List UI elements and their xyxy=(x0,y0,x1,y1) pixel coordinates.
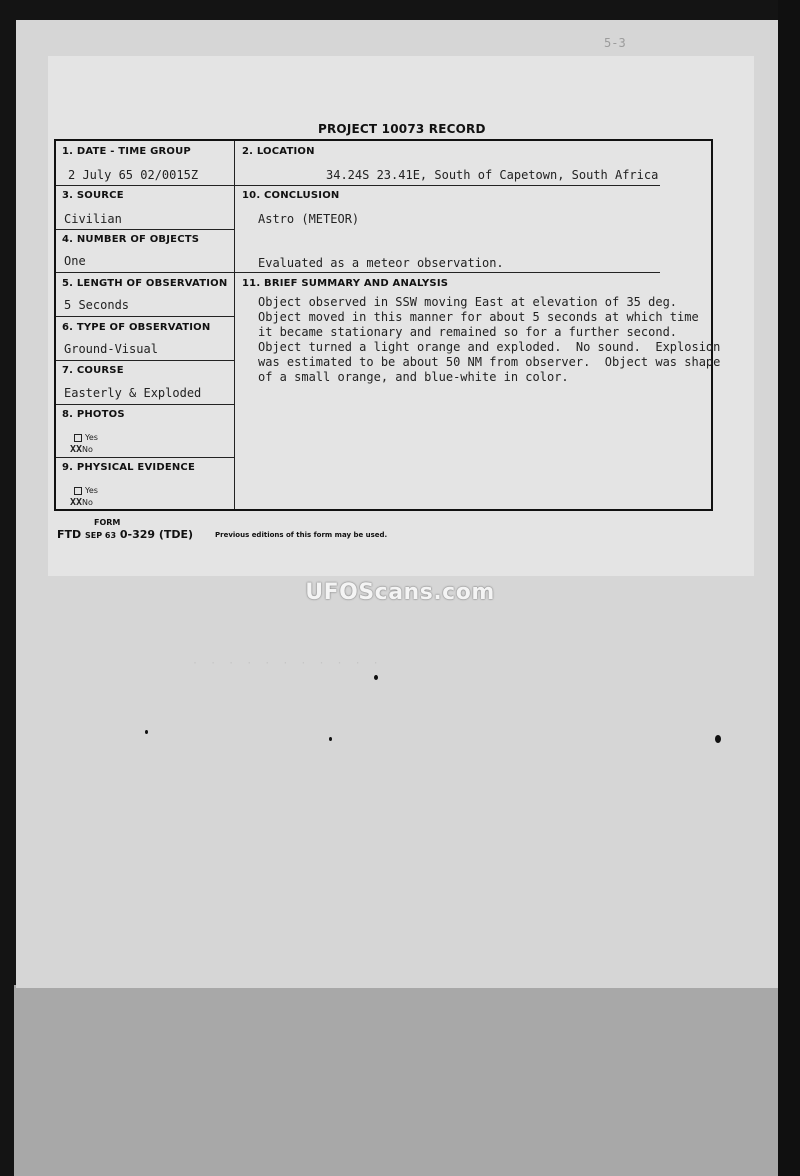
photos-yes-option xyxy=(74,433,98,442)
footer-form-id xyxy=(57,528,193,541)
course-value: Easterly & Exploded xyxy=(64,386,202,400)
summary-text xyxy=(258,295,728,385)
conclusion-value: Astro (METEOR) xyxy=(258,212,360,226)
physical-evidence-yes-label: Yes xyxy=(85,486,98,495)
header-mark: 5-3 xyxy=(604,36,626,50)
photos-no-option xyxy=(70,444,93,455)
summary-line: of a small orange, and blue-white in color. xyxy=(258,370,569,384)
length-of-observation-label: 5. LENGTH OF OBSERVATION xyxy=(62,278,228,289)
summary-line: it became stationary and remained so for a further second. xyxy=(258,325,678,339)
conclusion-label: 10. CONCLUSION xyxy=(242,190,340,201)
location-value: 34.24S 23.41E, South of Capetown, South Africa xyxy=(326,168,659,182)
physical-evidence-yes-checkbox xyxy=(74,487,82,495)
row-divider xyxy=(56,316,234,317)
source-value: Civilian xyxy=(64,212,122,226)
watermark: UFOScans.com xyxy=(305,580,495,605)
photos-yes-label: Yes xyxy=(85,433,98,442)
row-divider xyxy=(56,272,660,273)
form-title: PROJECT 10073 RECORD xyxy=(318,122,486,136)
source-label: 3. SOURCE xyxy=(62,190,124,201)
number-of-objects-value: One xyxy=(64,254,86,268)
row-divider xyxy=(56,360,234,361)
conclusion-note: Evaluated as a meteor observation. xyxy=(258,256,504,270)
length-of-observation-value: 5 Seconds xyxy=(64,298,130,312)
physical-evidence-label: 9. PHYSICAL EVIDENCE xyxy=(62,462,195,473)
photos-no-label: No xyxy=(82,445,93,454)
photos-yes-checkbox xyxy=(74,434,82,442)
scan-speck xyxy=(715,735,721,743)
summary-line: Object moved in this manner for about 5 seconds at which time xyxy=(258,310,699,324)
number-of-objects-label: 4. NUMBER OF OBJECTS xyxy=(62,234,200,245)
date-time-group-label: 1. DATE - TIME GROUP xyxy=(62,146,191,157)
row-divider xyxy=(56,404,234,405)
row-divider xyxy=(56,457,234,458)
type-of-observation-value: Ground-Visual xyxy=(64,342,158,356)
course-label: 7. COURSE xyxy=(62,365,124,376)
physical-evidence-no-mark: XX xyxy=(70,497,83,508)
footer-form-date: SEP 63 xyxy=(85,531,117,540)
physical-evidence-no-option xyxy=(70,497,93,508)
summary-line: Object turned a light orange and exploded. No sound. Explosion xyxy=(258,340,721,354)
summary-line: Object observed in SSW moving East at elevation of 35 deg. xyxy=(258,295,678,309)
physical-evidence-no-label: No xyxy=(82,498,93,507)
scan-speck xyxy=(329,737,332,741)
photos-no-mark: XX xyxy=(70,444,83,455)
row-divider xyxy=(56,185,660,186)
summary-line: was estimated to be about 50 NM from observer. Object was shape xyxy=(258,355,721,369)
scan-speck xyxy=(145,730,148,734)
photos-label: 8. PHOTOS xyxy=(62,409,125,420)
scan-speck xyxy=(374,675,378,680)
footer-ftd: FTD xyxy=(57,528,82,541)
row-divider xyxy=(56,229,234,230)
physical-evidence-yes-option xyxy=(74,486,98,495)
footer-note: Previous editions of this form may be used. xyxy=(215,531,388,539)
date-time-group-value: 2 July 65 02/0015Z xyxy=(68,168,199,182)
underlying-page xyxy=(14,985,778,1176)
location-label: 2. LOCATION xyxy=(242,146,315,157)
column-divider xyxy=(234,141,235,509)
summary-label: 11. BRIEF SUMMARY AND ANALYSIS xyxy=(242,278,449,289)
type-of-observation-label: 6. TYPE OF OBSERVATION xyxy=(62,322,211,333)
bleed-through-text: · · · · · · · · · · · xyxy=(192,658,379,669)
footer-form-label: FORM xyxy=(94,518,121,527)
footer-form-number: 0-329 (TDE) xyxy=(119,528,194,541)
